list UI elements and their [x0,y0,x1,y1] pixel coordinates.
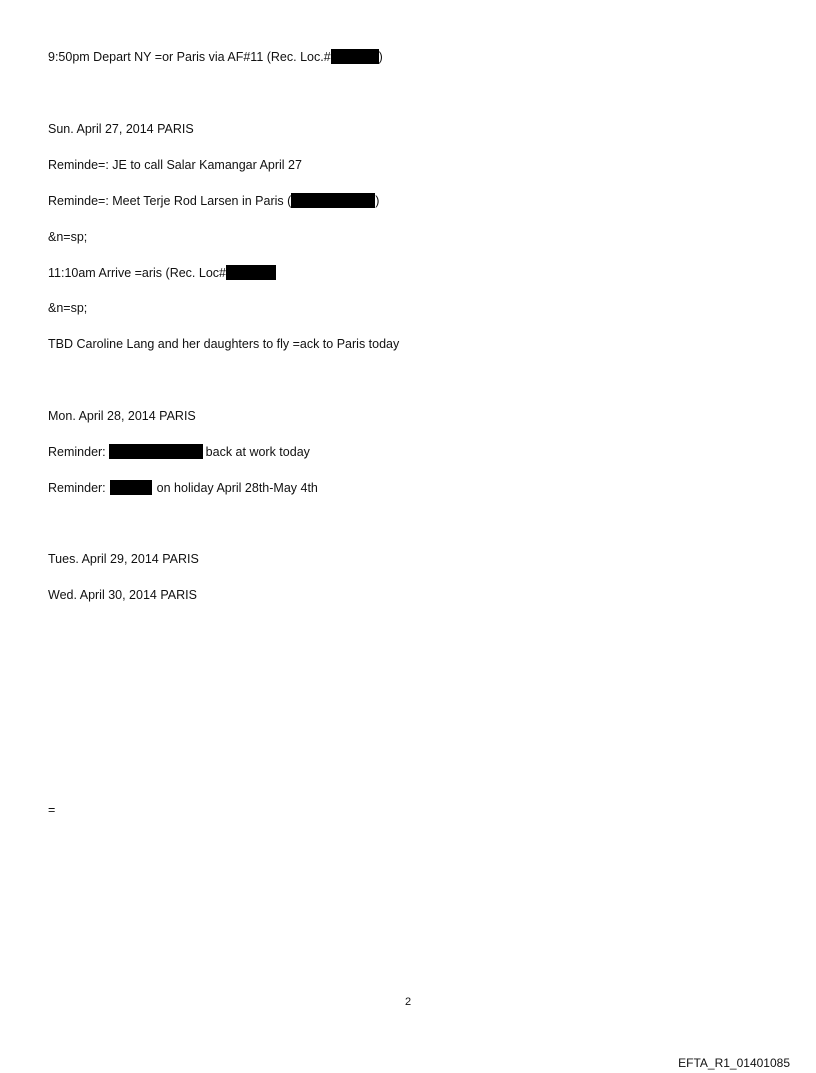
line-suffix: ) [378,50,383,64]
reminder-line-meet [48,193,379,209]
nbsp-artifact-line [48,229,87,245]
line-text: TBD Caroline Lang and her daughters to fly =ack to Paris today [48,337,400,351]
line-text: Mon. April 28, 2014 PARIS [48,409,196,423]
line-text: Reminde=: JE to call Salar Kamangar April 27 [48,158,302,172]
document-id: EFTA_R1_01401085 [678,1056,790,1070]
redaction-box [110,480,152,495]
line-suffix: on holiday April 28th-May 4th [156,481,318,495]
redaction-box [109,444,203,459]
reminder-line-back-at-work [48,444,310,460]
nbsp-artifact-line [48,300,87,316]
date-heading-apr-28 [48,408,196,424]
reminder-line-call [48,157,302,173]
date-heading-apr-29 [48,551,199,567]
line-text: Reminder: [48,481,106,495]
line-text: Tues. April 29, 2014 PARIS [48,552,199,566]
line-text: Wed. April 30, 2014 PARIS [48,588,197,602]
redaction-box [291,193,375,208]
line-text: Reminde=: Meet Terje Rod Larsen in Paris ( [48,194,292,208]
itinerary-line-depart-ny [48,49,383,65]
equals-artifact-line [48,802,55,818]
line-text: = [48,803,56,817]
line-text: &n=sp; [48,230,88,244]
redaction-box [331,49,379,64]
line-text: Reminder: [48,445,106,459]
line-text: 9:50pm Depart NY =or Paris via AF#11 (Rec. Loc.# [48,50,331,64]
date-heading-apr-30 [48,587,197,603]
tbd-line [48,336,399,352]
page-number: 2 [404,996,412,1008]
redaction-box [226,265,276,280]
line-text: Sun. April 27, 2014 PARIS [48,122,194,136]
line-text: 11:10am Arrive =aris (Rec. Loc# [48,266,226,280]
line-suffix: ) [375,194,380,208]
itinerary-line-arrive-paris [48,265,276,281]
line-suffix: back at work today [205,445,310,459]
reminder-line-holiday [48,480,318,496]
line-text: &n=sp; [48,301,88,315]
date-heading-apr-27 [48,121,194,137]
